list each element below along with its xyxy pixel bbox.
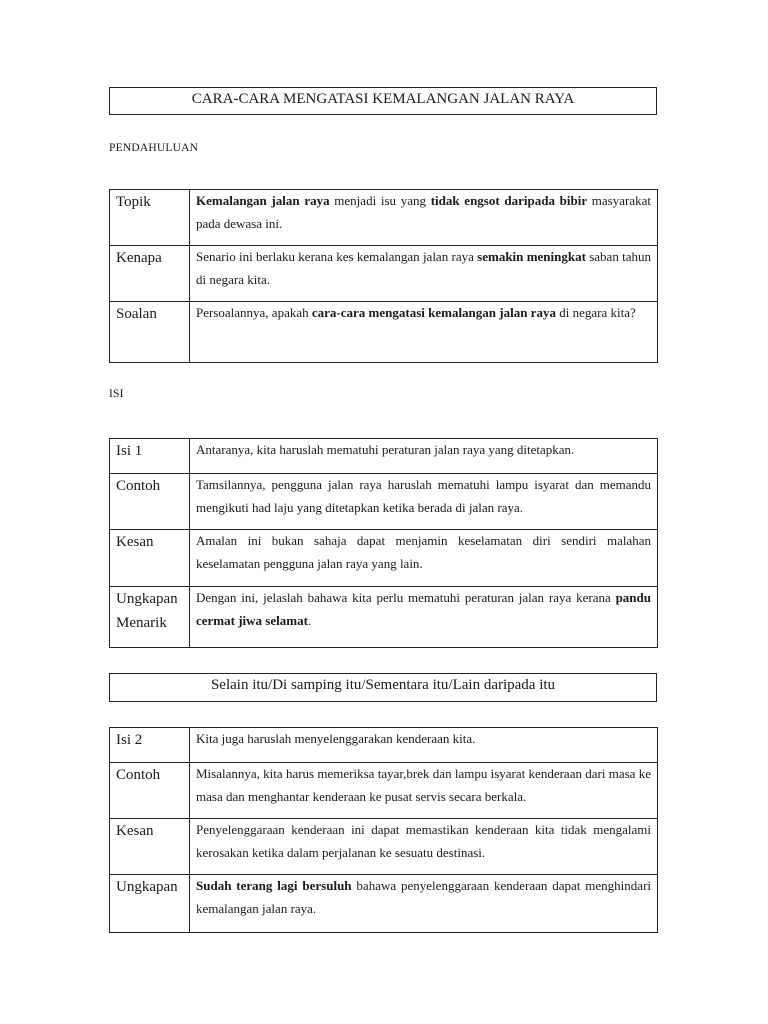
row-content [190, 302, 658, 363]
text-run: Misalannya, kita harus memeriksa tayar,brek dan lampu isyarat kenderaan dari masa ke masa dan menghantar kenderaan ke pusat servis secara berkala. [196, 766, 651, 804]
row-label: Topik [110, 190, 190, 246]
row-content [190, 474, 658, 530]
row-label: Isi 1 [110, 439, 190, 474]
intro-table [109, 189, 658, 363]
row-label: Ungkapan [110, 875, 190, 933]
table-row [110, 728, 658, 763]
row-content [190, 246, 658, 302]
text-run: masyarakat pada dewasa ini. [196, 193, 651, 231]
table-row [110, 246, 658, 302]
table-row [110, 819, 658, 875]
bold-text-run: pandu cermat jiwa selamat [196, 590, 651, 628]
row-content [190, 875, 658, 933]
bold-text-run: semakin meningkat [477, 249, 586, 264]
isi1-table [109, 438, 658, 648]
text-run: . [307, 612, 312, 628]
row-label: Contoh [110, 474, 190, 530]
row-label: Kenapa [110, 246, 190, 302]
table-row [110, 302, 658, 363]
text-run: menjadi isu yang [329, 193, 431, 208]
row-label: Kesan [110, 819, 190, 875]
text-run: Tamsilannya, pengguna jalan raya haruslah mematuhi lampu isyarat dan memandu mengikuti had laju yang ditetapkan ketika berada di jalan raya. [196, 477, 651, 515]
text-run: di negara kita? [555, 305, 636, 320]
text-run: Amalan ini bukan sahaja dapat menjamin keselamatan diri sendiri malahan keselamatan pengguna jalan raya yang lain. [196, 533, 651, 571]
table-row [110, 190, 658, 246]
row-content [190, 530, 658, 587]
bold-text-run: Sudah terang lagi bersuluh [196, 878, 352, 893]
bold-text-run: Kemalangan jalan raya [196, 193, 330, 208]
row-label: Kesan [110, 530, 190, 587]
isi2-table [109, 727, 658, 933]
text-run: Persoalannya, apakah [196, 305, 312, 320]
row-content [190, 763, 658, 819]
text-run: Penyelenggaraan kenderaan ini dapat memastikan kenderaan kita tidak mengalami kerosakan ketika dalam perjalanan ke sesuatu destinasi. [196, 822, 651, 860]
section-label-isi: ISI [109, 388, 124, 400]
row-content [190, 819, 658, 875]
row-label: Soalan [110, 302, 190, 363]
table-row [110, 763, 658, 819]
text-run: Senario ini berlaku kerana kes kemalangan jalan raya [196, 249, 478, 264]
text-run: saban tahun di negara kita. [196, 249, 652, 287]
text-run: Kita juga haruslah menyelenggarakan kenderaan kita. [196, 731, 476, 746]
table-row [110, 587, 658, 648]
table-row [110, 474, 658, 530]
row-content [190, 728, 658, 763]
row-label: Ungkapan Menarik [110, 587, 190, 648]
text-run: Antaranya, kita haruslah mematuhi peraturan jalan raya yang ditetapkan. [196, 442, 575, 457]
row-label: Isi 2 [110, 728, 190, 763]
bold-text-run: cara-cara mengatasi kemalangan jalan raya [311, 305, 556, 320]
row-content [190, 439, 658, 474]
table-row [110, 530, 658, 587]
text-run: bahawa penyelenggaraan kenderaan dapat menghindari kemalangan jalan raya. [196, 878, 652, 916]
row-label: Contoh [110, 763, 190, 819]
section-label-pendahuluan: PENDAHULUAN [109, 142, 199, 154]
bold-text-run: tidak engsot daripada bibir [430, 193, 588, 208]
row-content [190, 587, 658, 648]
document-title: CARA-CARA MENGATASI KEMALANGAN JALAN RAYA [109, 87, 657, 115]
transition-banner: Selain itu/Di samping itu/Sementara itu/Lain daripada itu [109, 673, 657, 702]
table-row [110, 439, 658, 474]
row-content [190, 190, 658, 246]
text-run: Dengan ini, jelaslah bahawa kita perlu mematuhi peraturan jalan raya kerana [196, 590, 616, 605]
table-row [110, 875, 658, 933]
